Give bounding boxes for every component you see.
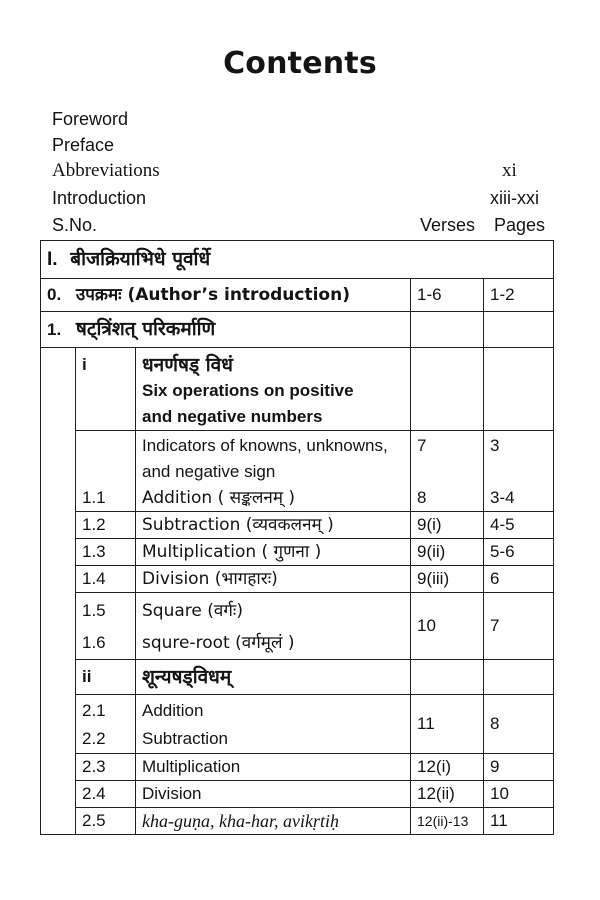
row-verses: 1-6 <box>411 279 484 312</box>
table-row-1-5-1-6 <box>41 593 554 660</box>
column-header-verses: Verses <box>420 215 476 235</box>
row-number: 1.1 <box>82 488 106 507</box>
row-number: 2.4 <box>76 781 136 808</box>
front-matter-introduction: Introduction <box>52 188 147 208</box>
row-verses: 9(i) <box>411 512 484 539</box>
row-number: 0. <box>47 285 62 304</box>
row-verses: 10 <box>411 593 484 660</box>
indicators-verses: 7 <box>417 436 427 455</box>
table-row-1-3 <box>41 539 554 566</box>
row-pages: 1-2 <box>484 279 554 312</box>
row-number: 1.3 <box>76 539 136 566</box>
row-number-2-2: 2.2 <box>82 729 106 748</box>
indicators-line-1: Indicators of knowns, unknowns, <box>142 436 388 455</box>
row-pages: 8 <box>484 695 554 754</box>
row-number: i <box>76 348 136 431</box>
row-pages: 10 <box>484 781 554 808</box>
row-number: ii <box>76 660 136 695</box>
row-verses: 11 <box>411 695 484 754</box>
row-verses-empty <box>411 660 484 695</box>
subtraction-title-2: Subtraction <box>142 729 228 748</box>
row-number: 1.2 <box>76 512 136 539</box>
row-title: Multiplication <box>136 754 411 781</box>
indicators-line-2: and negative sign <box>142 462 276 481</box>
part-number: I. <box>47 249 58 270</box>
table-row-indicators-and-addition <box>41 431 554 512</box>
row-pages-empty <box>484 312 554 348</box>
square-title: Square (वर्गः) <box>142 601 243 621</box>
row-title: kha-guṇa, kha-har, avikṛtiḥ <box>136 808 411 835</box>
section-title-english-1: Six operations on positive <box>142 381 354 400</box>
row-number: 2.3 <box>76 754 136 781</box>
row-pages: 11 <box>484 808 554 835</box>
page-title: Contents <box>223 46 377 81</box>
front-matter-foreword: Foreword <box>52 109 129 129</box>
row-pages-empty <box>484 348 554 431</box>
table-row-1-2 <box>41 512 554 539</box>
column-header-pages: Pages <box>494 215 546 235</box>
row-verses: 12(ii)-13 <box>411 808 484 835</box>
table-row-2-3 <box>41 754 554 781</box>
table-row-2-4 <box>41 781 554 808</box>
front-matter-preface: Preface <box>52 135 115 155</box>
column-header-sno: S.No. <box>52 215 98 235</box>
row-pages-empty <box>484 660 554 695</box>
row-title: Subtraction (व्यवकलनम् ) <box>136 512 411 539</box>
table-row-1-4 <box>41 566 554 593</box>
row-verses-empty <box>411 312 484 348</box>
row-title: शून्यषड्विधम् <box>136 660 411 695</box>
contents-table <box>40 240 554 835</box>
addition-title-2: Addition <box>142 701 204 720</box>
section-title-sanskrit: धनर्णषड् विधं <box>142 354 233 376</box>
front-matter-abbreviations-pages: xi <box>502 160 517 181</box>
row-pages: 4-5 <box>484 512 554 539</box>
row-pages: 9 <box>484 754 554 781</box>
row-verses: 12(ii) <box>411 781 484 808</box>
row-title: Division (भागहारः) <box>136 566 411 593</box>
table-row-section-ii <box>41 660 554 695</box>
table-row-intro <box>41 279 554 312</box>
row-title: Division <box>136 781 411 808</box>
addition-title: Addition ( सङ्कलनम् ) <box>142 488 296 508</box>
table-row-section-i <box>41 348 554 431</box>
row-pages: 6 <box>484 566 554 593</box>
row-verses: 12(i) <box>411 754 484 781</box>
row-number: 1.4 <box>76 566 136 593</box>
row-number: 1. <box>47 320 62 339</box>
row-title: Multiplication ( गुणना ) <box>136 539 411 566</box>
row-title: षट्त्रिंशत् परिकर्माणि <box>75 318 216 340</box>
row-number-1-5: 1.5 <box>82 601 106 620</box>
row-title: उपक्रमः (Author’s introduction) <box>75 285 350 305</box>
part-row <box>41 241 554 279</box>
table-row-2-1-2-2 <box>41 695 554 754</box>
row-number: 2.5 <box>76 808 136 835</box>
row-pages: 5-6 <box>484 539 554 566</box>
row-number-1-6: 1.6 <box>82 633 106 652</box>
addition-pages: 3-4 <box>490 488 515 507</box>
table-row-chapter-1 <box>41 312 554 348</box>
section-title-english-2: and negative numbers <box>142 407 323 426</box>
row-verses: 9(iii) <box>411 566 484 593</box>
row-number-2-1: 2.1 <box>82 701 106 720</box>
row-verses-empty <box>411 348 484 431</box>
indent-column <box>41 348 76 835</box>
front-matter-introduction-pages: xiii-xxi <box>490 188 539 208</box>
front-matter-abbreviations: Abbreviations <box>52 160 160 181</box>
part-title: बीजक्रियाभिधे पूर्वार्धे <box>70 248 211 270</box>
square-root-title: squre-root (वर्गमूलं ) <box>142 633 295 653</box>
addition-verses: 8 <box>417 488 427 507</box>
table-row-2-5 <box>41 808 554 835</box>
row-verses: 9(ii) <box>411 539 484 566</box>
row-pages: 7 <box>484 593 554 660</box>
indicators-pages: 3 <box>490 436 500 455</box>
